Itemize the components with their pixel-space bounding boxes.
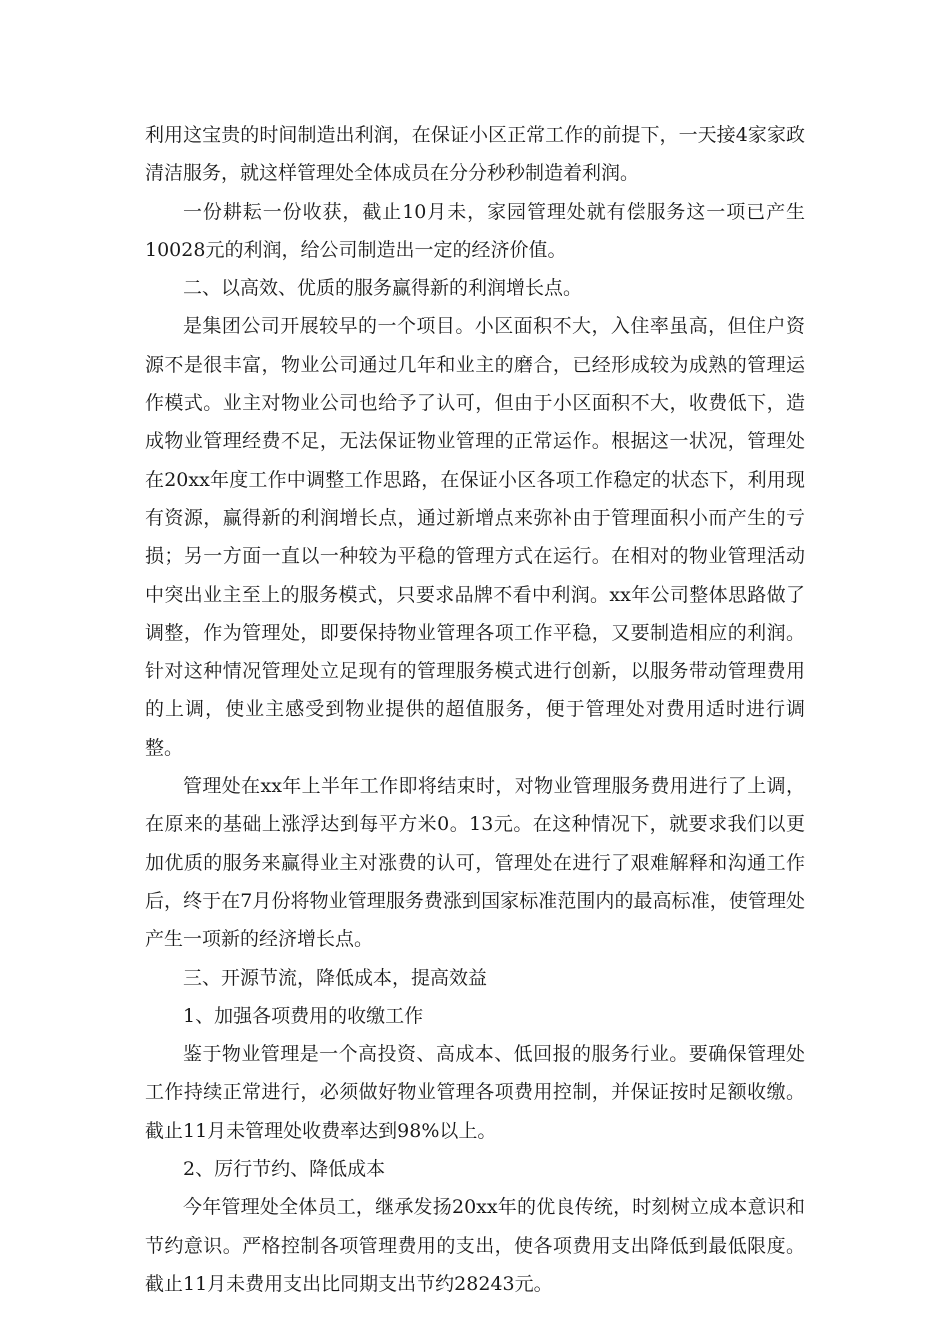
subheading-2: 2、厉行节约、降低成本 bbox=[183, 1158, 386, 1181]
paragraph-1: 利用这宝贵的时间制造出利润，在保证小区正常工作的前提下，一天接4家家政清洁服务，就这样管理处全体成员在分分秒秒制造着利润。 bbox=[145, 124, 805, 185]
document-body bbox=[145, 116, 805, 1303]
section-heading-3: 三、开源节流，降低成本，提高效益 bbox=[183, 966, 488, 989]
subheading-1: 1、加强各项费用的收缴工作 bbox=[183, 1004, 424, 1027]
paragraph-2: 一份耕耘一份收获，截止10月未，家园管理处就有偿服务这一项已产生10028元的利润，给公司制造出一定的经济价值。 bbox=[145, 200, 805, 261]
paragraph-4: 管理处在xx年上半年工作即将结束时，对物业管理服务费用进行了上调，在原来的基础上涨浮达到每平方米0。13元。在这种情况下，就要求我们以更加优质的服务来赢得业主对涨费的认可，管理处在进行了艰难解释和沟通工作后，终于在7月份将物业管理服务费涨到国家标准范围内的最高标准，使管理处产生一项新的经济增长点。 bbox=[145, 775, 805, 951]
paragraph-3: 是集团公司开展较早的一个项目。小区面积不大，入住率虽高，但住户资源不是很丰富，物业公司通过几年和业主的磨合，已经形成较为成熟的管理运作模式。业主对物业公司也给予了认可，但由于小区面积不大，收费低下，造成物业管理经费不足，无法保证物业管理的正常运作。根据这一状况，管理处在20xx年度工作中调整工作思路，在保证小区各项工作稳定的状态下，利用现有资源，赢得新的利润增长点，通过新增点来弥补由于管理面积小而产生的亏损；另一方面一直以一种较为平稳的管理方式在运行。在相对的物业管理活动中突出业主至上的服务模式，只要求品牌不看中利润。xx年公司整体思路做了调整，作为管理处，即要保持物业管理各项工作平稳，又要制造相应的利润。针对这种情况管理处立足现有的管理服务模式进行创新，以服务带动管理费用的上调，使业主感受到物业提供的超值服务，便于管理处对费用适时进行调整。 bbox=[145, 315, 805, 759]
section-heading-2: 二、以高效、优质的服务赢得新的利润增长点。 bbox=[183, 277, 583, 300]
paragraph-6: 今年管理处全体员工，继承发扬20xx年的优良传统，时刻树立成本意识和节约意识。严格控制各项管理费用的支出，使各项费用支出降低到最低限度。截止11月未费用支出比同期支出节约28243元。 bbox=[145, 1196, 805, 1295]
paragraph-5: 鉴于物业管理是一个高投资、高成本、低回报的服务行业。要确保管理处工作持续正常进行，必须做好物业管理各项费用控制，并保证按时足额收缴。截止11月未管理处收费率达到98%以上。 bbox=[145, 1043, 805, 1142]
